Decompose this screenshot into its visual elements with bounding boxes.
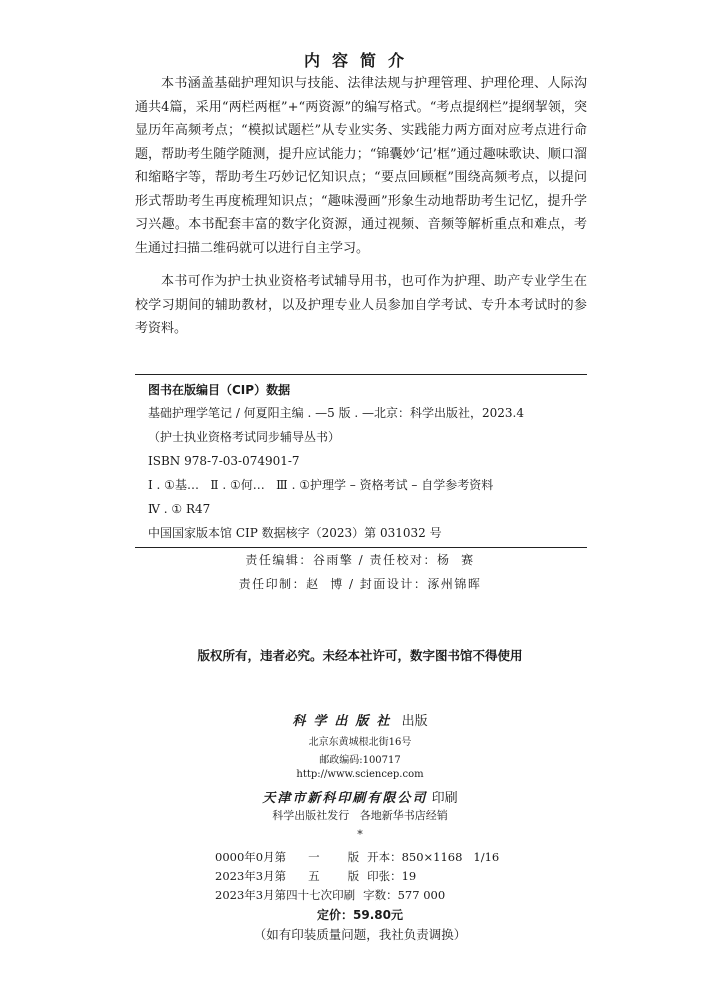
cip-block [135,374,587,548]
edition-date: 2023年3月第 [215,869,287,883]
rights-notice: 版权所有，违者必究。未经本社许可，数字图书馆不得使用 [197,648,523,663]
edition-number: 五 [308,869,320,883]
price: 定价：59.80元 [317,908,403,922]
editor-credits: 责任编辑：谷雨擎 / 责任校对：杨 赛 [245,553,475,567]
edition-unit: 版 [347,850,360,864]
edition-date: 0000年0月第 [215,850,287,864]
cip-line: （护士执业资格考试同步辅导丛书） [148,430,341,444]
edition-row [215,868,416,884]
cip-line: ISBN 978-7-03-074901-7 [148,454,300,468]
printer-line [0,787,720,806]
edition-row [215,849,499,865]
edition-row [215,887,445,903]
publisher-name: 科学出版社 [292,714,398,729]
publisher-suffix: 出版 [401,714,428,729]
edition-unit: 版 [347,869,360,883]
cip-body [135,401,587,545]
intro-text-1: 本书涵盖基础护理知识与技能、法律法规与护理管理、护理伦理、人际沟通共4篇，采用“两栏两框”+“两资源”的编写格式。“考点提纲栏”提纲挈领，突显历年高频考点；“模拟试题栏”从专业实务、实践能力两方面对应考点进行命题，帮助考生随学随测，提升应试能力；“锦囊妙‘记’框”通过趣味歌诀、顺口溜和缩略字等，帮助考生巧妙记忆知识点；“要点回顾框”围绕高频考点，以提问形式帮助考生再度梳理知识点；“趣味漫画”形象生动地帮助考生记忆，提升学习兴趣。本书配套丰富的数字化资源，通过视频、音频等解析重点和难点，考生通过扫描二维码就可以进行自主学习。 [135,76,587,256]
separator-star: * [357,828,363,841]
quality-note: （如有印装质量问题，我社负责调换） [253,927,467,942]
cip-line: Ⅳ . ① R47 [148,502,211,516]
sheet-info: 印张：19 [367,869,417,883]
intro-paragraph-2 [135,270,587,341]
edition-number: 一 [308,850,320,864]
publisher-postcode: 邮政编码:100717 [319,755,401,766]
format-info: 开本：850×1168 1/16 [367,850,500,864]
page-title: 内容简介 [303,51,416,70]
distribution-line: 科学出版社发行 各地新华书店经销 [272,809,448,822]
cip-line: 基础护理学笔记 / 何夏阳主编 . —5 版 . —北京：科学出版社，2023.4 [148,406,524,420]
cip-heading: 图书在版编目（CIP）数据 [148,383,291,397]
printer-name: 天津市新科印刷有限公司 [262,791,428,806]
word-count: 字数：577 000 [363,888,446,902]
production-credits: 责任印制：赵 博 / 封面设计：涿州锦晖 [238,577,482,591]
cip-line: Ⅰ . ①基… Ⅱ . ①何… Ⅲ . ①护理学 – 资格考试 – 自学参考资料 [148,478,494,492]
intro-text-2: 本书可作为护士执业资格考试辅导用书，也可作为护理、助产专业学生在校学习期间的辅助教材，以及护理专业人员参加自学考试、专升本考试时的参考资料。 [135,274,587,336]
printing-info: 2023年3月第四十七次印刷 [215,888,356,902]
publisher-url: http://www.sciencep.com [296,769,424,780]
intro-paragraph-1 [135,72,587,260]
cip-bottom-rule [135,547,587,548]
publisher-line [0,710,720,729]
cip-line: 中国国家版本馆 CIP 数据核字（2023）第 031032 号 [148,526,442,540]
printer-suffix: 印刷 [431,791,458,806]
publisher-address: 北京东黄城根北街16号 [308,737,412,748]
